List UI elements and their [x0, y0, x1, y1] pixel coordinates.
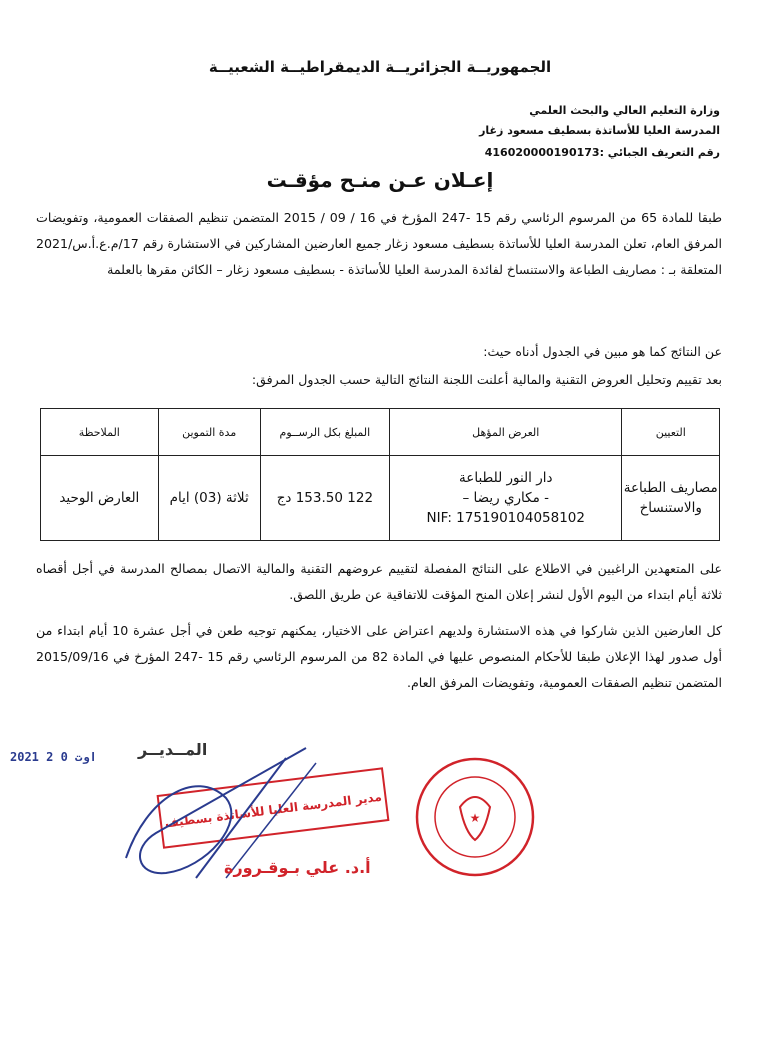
stamp-text: مدير المدرسة العليا للأساتذة بسطيف	[164, 789, 383, 831]
cell-duration: ثلاثة (03) ايام	[158, 456, 260, 541]
header-offer: العرض المؤهل	[390, 409, 622, 456]
announcement-title: إعـلان عـن منـح مؤقـت	[266, 168, 494, 192]
director-title: المــديــر	[138, 740, 208, 759]
evaluation-intro: بعد تقييم وتحليل العروض التقنية والمالية أعلنت اللجنة النتائج التالية حسب الجدول المرفق:	[251, 372, 722, 387]
table-header-row	[41, 409, 720, 456]
official-seal	[400, 752, 550, 882]
intro-paragraph: طبقا للمادة 65 من المرسوم الرئاسي رقم 15 -247 المؤرخ في 16 / 09 / 2015 المتضمن تنظيم الصفقات العمومية، وتفويضات المرفق العام، تعلن المدرسة العليا للأساتذة بسطيف مسعود زغار جميع العارضين المشاركين في الاستشارة رقم 17/م.ع.أ.س/2021 المتعلقة بـ : مصاريف الطباعة والاستنساخ لفائدة المدرسة العليا للأساتذة - بسطيف مسعود زغار – الكائن مقرها بالعلمة	[36, 210, 723, 277]
cell-note: العارض الوحيد	[41, 456, 159, 541]
offer-nif: NIF: 175190104058102	[426, 510, 585, 526]
offer-company: دار النور للطباعة	[459, 470, 553, 486]
cell-offer	[390, 456, 622, 541]
results-table	[40, 408, 720, 541]
svg-text:★: ★	[469, 811, 481, 825]
table-row	[41, 456, 720, 541]
cell-designation: مصاريف الطباعة والاستنساخ	[622, 456, 720, 541]
header-note: الملاحظة	[41, 409, 159, 456]
header-amount: المبلغ بكل الرســوم	[260, 409, 389, 456]
school-name: المدرسة العليا للأساتذة بسطيف مسعود زغار	[479, 124, 720, 137]
appeal-paragraph: كل العارضين الذين شاركوا في هذه الاستشارة ولديهم اعتراض على الاختيار، يمكنهم توجيه طعن في أجل عشرة 10 أيام ابتداء من أول صدور لهذا الإعلان طبقا للأحكام المنصوص عليها في المادة 82 من المرسوم الرئاسي رقم 15 -247 المؤرخ في 2015/09/16 المتضمن تنظيم الصفقات العمومية، وتفويضات المرفق العام.	[36, 623, 722, 690]
date-stamp: 2021 اوت 0 2	[10, 750, 97, 764]
offer-owner: - مكاري ريضا –	[462, 490, 549, 506]
signatory-name: أ.د. علي بـوقـرورة	[224, 858, 371, 877]
tax-id: رقم التعريف الجبائي :416020000190173	[484, 146, 720, 159]
ministry-name: وزارة التعليم العالي والبحث العلمي	[529, 104, 720, 117]
results-intro: عن النتائج كما هو مبين في الجدول أدناه حيث:	[483, 344, 722, 359]
cell-amount: 122 153.50 دج	[260, 456, 389, 541]
header-designation: التعيين	[622, 409, 720, 456]
details-paragraph: على المتعهدين الراغبين في الاطلاع على النتائج المفصلة لتقييم عروضهم التقنية والمالية الاتصال بمصالح المدرسة في أجل أقصاه ثلاثة أيام ابتداء من اليوم الأول لنشر إعلان المنح المؤقت للاتفاقية عن طريق اللصق.	[36, 561, 722, 602]
header-duration: مدة التموين	[158, 409, 260, 456]
republic-heading: الجمهوريــة الجزائريــة الديمقراطيــة الشعبيــة	[208, 58, 552, 76]
